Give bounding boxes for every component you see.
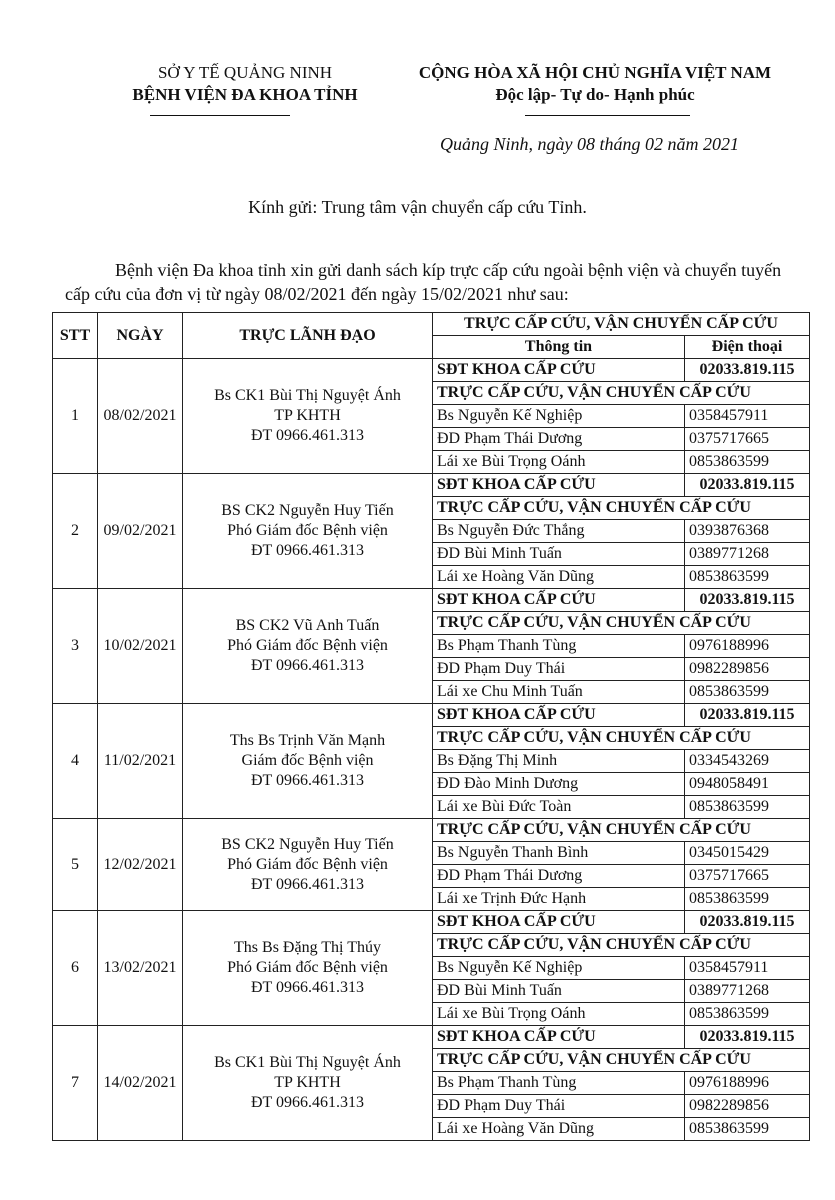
row-date: 10/02/2021 (98, 589, 183, 704)
hotline-number: 02033.819.115 (685, 474, 810, 497)
hotline-label: SĐT KHOA CẤP CỨU (433, 474, 685, 497)
row-date: 14/02/2021 (98, 1026, 183, 1141)
hotline-number: 02033.819.115 (685, 704, 810, 727)
recipient-line: Kính gửi: Trung tâm vận chuyển cấp cứu Tỉnh. (248, 197, 587, 217)
row-date: 13/02/2021 (98, 911, 183, 1026)
leader-line: ĐT 0966.461.313 (250, 427, 365, 444)
table-row (53, 704, 810, 727)
hospital-name: BỆNH VIỆN ĐA KHOA TỈNH (132, 85, 358, 104)
staff-phone: 0853863599 (685, 451, 810, 474)
leader-line: ĐT 0966.461.313 (250, 542, 365, 559)
staff-phone: 0389771268 (685, 980, 810, 1003)
hotline-label: SĐT KHOA CẤP CỨU (433, 704, 685, 727)
leader-line: Ths Bs Trịnh Văn Mạnh (229, 732, 386, 749)
staff-phone: 0389771268 (685, 543, 810, 566)
row-leader (183, 359, 433, 474)
leader-line: BS CK2 Vũ Anh Tuấn (235, 617, 380, 634)
table-row (53, 1026, 810, 1049)
leader-line: Phó Giám đốc Bệnh viện (227, 855, 388, 873)
staff-phone: 0853863599 (685, 681, 810, 704)
row-leader (183, 704, 433, 819)
staff-info: ĐD Bùi Minh Tuấn (433, 543, 685, 566)
leader-line: BS CK2 Nguyễn Huy Tiến (221, 835, 394, 853)
staff-info: Lái xe Chu Minh Tuấn (433, 681, 685, 704)
leader-line: Giám đốc Bệnh viện (241, 752, 374, 769)
leader-line: ĐT 0966.461.313 (250, 772, 365, 789)
leader-line: Bs CK1 Bùi Thị Nguyệt Ánh (214, 1054, 401, 1071)
hotline-label: SĐT KHOA CẤP CỨU (433, 359, 685, 382)
staff-phone: 0853863599 (685, 1003, 810, 1026)
staff-phone: 0853863599 (685, 1118, 810, 1141)
motto: Độc lập- Tự do- Hạnh phúc (495, 85, 695, 104)
staff-phone: 0358457911 (685, 405, 810, 428)
staff-info: Bs Nguyễn Thanh Bình (433, 842, 685, 865)
col-header-date: NGÀY (98, 313, 183, 359)
staff-info: ĐD Phạm Duy Thái (433, 658, 685, 681)
duty-roster-table (52, 312, 810, 1141)
col-header-leader: TRỰC LÃNH ĐẠO (183, 313, 433, 359)
row-leader (183, 474, 433, 589)
staff-phone: 0982289856 (685, 1095, 810, 1118)
row-stt: 3 (53, 589, 98, 704)
leader-line: Bs CK1 Bùi Thị Nguyệt Ánh (214, 387, 401, 404)
staff-info: Lái xe Bùi Đức Toàn (433, 796, 685, 819)
team-header: TRỰC CẤP CỨU, VẬN CHUYỂN CẤP CỨU (433, 819, 810, 842)
staff-phone: 0358457911 (685, 957, 810, 980)
table-row (53, 819, 810, 842)
hotline-label: SĐT KHOA CẤP CỨU (433, 589, 685, 612)
table-row (53, 474, 810, 497)
staff-info: Lái xe Trịnh Đức Hạnh (433, 888, 685, 911)
row-date: 09/02/2021 (98, 474, 183, 589)
row-date: 08/02/2021 (98, 359, 183, 474)
staff-info: Bs Đặng Thị Minh (433, 750, 685, 773)
issuing-organization (95, 62, 395, 106)
staff-info: ĐD Đào Minh Dương (433, 773, 685, 796)
staff-phone: 0976188996 (685, 1072, 810, 1095)
department-name: SỞ Y TẾ QUẢNG NINH (157, 63, 333, 82)
table-row (53, 911, 810, 934)
team-header: TRỰC CẤP CỨU, VẬN CHUYỂN CẤP CỨU (433, 1049, 810, 1072)
leader-line: ĐT 0966.461.313 (250, 979, 365, 996)
staff-info: Bs Phạm Thanh Tùng (433, 1072, 685, 1095)
team-header: TRỰC CẤP CỨU, VẬN CHUYỂN CẤP CỨU (433, 934, 810, 957)
staff-phone: 0345015429 (685, 842, 810, 865)
staff-info: Bs Nguyễn Kế Nghiệp (433, 405, 685, 428)
right-header-rule (525, 115, 690, 116)
staff-phone: 0375717665 (685, 865, 810, 888)
team-header: TRỰC CẤP CỨU, VẬN CHUYỂN CẤP CỨU (433, 727, 810, 750)
staff-info: Lái xe Bùi Trọng Oánh (433, 451, 685, 474)
staff-info: Lái xe Hoàng Văn Dũng (433, 566, 685, 589)
row-leader (183, 819, 433, 911)
staff-phone: 0853863599 (685, 888, 810, 911)
staff-info: ĐD Phạm Duy Thái (433, 1095, 685, 1118)
row-date: 11/02/2021 (98, 704, 183, 819)
leader-line: Phó Giám đốc Bệnh viện (227, 637, 388, 654)
row-leader (183, 589, 433, 704)
row-stt: 4 (53, 704, 98, 819)
staff-phone: 0334543269 (685, 750, 810, 773)
staff-phone: 0393876368 (685, 520, 810, 543)
leader-line: Ths Bs Đặng Thị Thúy (234, 939, 381, 956)
leader-line: TP KHTH (274, 407, 341, 424)
staff-info: Bs Nguyễn Kế Nghiệp (433, 957, 685, 980)
staff-info: Lái xe Hoàng Văn Dũng (433, 1118, 685, 1141)
intro-paragraph: Bệnh viện Đa khoa tỉnh xin gửi danh sách kíp trực cấp cứu ngoài bệnh viện và chuyển tuyến cấp cứu của đơn vị từ ngày 08/02/2021 đến ngày 15/02/2021 như sau: (65, 260, 782, 304)
leader-line: ĐT 0966.461.313 (250, 1094, 365, 1111)
hotline-number: 02033.819.115 (685, 911, 810, 934)
staff-phone: 0982289856 (685, 658, 810, 681)
row-stt: 2 (53, 474, 98, 589)
staff-phone: 0853863599 (685, 566, 810, 589)
hotline-number: 02033.819.115 (685, 1026, 810, 1049)
leader-line: BS CK2 Nguyễn Huy Tiến (221, 502, 394, 519)
staff-phone: 0375717665 (685, 428, 810, 451)
row-stt: 6 (53, 911, 98, 1026)
staff-info: ĐD Bùi Minh Tuấn (433, 980, 685, 1003)
col-header-emergency-group: TRỰC CẤP CỨU, VẬN CHUYỂN CẤP CỨU (433, 313, 810, 336)
row-stt: 5 (53, 819, 98, 911)
row-leader (183, 911, 433, 1026)
leader-line: ĐT 0966.461.313 (250, 657, 365, 674)
country-name: CỘNG HÒA XÃ HỘI CHỦ NGHĨA VIỆT NAM (418, 63, 772, 82)
place-date: Quảng Ninh, ngày 08 tháng 02 năm 2021 (440, 134, 739, 154)
hotline-number: 02033.819.115 (685, 589, 810, 612)
staff-info: ĐD Phạm Thái Dương (433, 428, 685, 451)
row-leader (183, 1026, 433, 1141)
table-row (53, 359, 810, 382)
left-header-rule (150, 115, 290, 116)
row-stt: 7 (53, 1026, 98, 1141)
hotline-number: 02033.819.115 (685, 359, 810, 382)
row-date: 12/02/2021 (98, 819, 183, 911)
team-header: TRỰC CẤP CỨU, VẬN CHUYỂN CẤP CỨU (433, 497, 810, 520)
col-header-info: Thông tin (433, 336, 685, 359)
leader-line: ĐT 0966.461.313 (250, 875, 365, 893)
col-header-stt: STT (53, 313, 98, 359)
staff-info: Bs Phạm Thanh Tùng (433, 635, 685, 658)
staff-phone: 0853863599 (685, 796, 810, 819)
national-motto (385, 62, 805, 106)
leader-line: Phó Giám đốc Bệnh viện (227, 522, 388, 539)
staff-phone: 0948058491 (685, 773, 810, 796)
leader-line: TP KHTH (274, 1074, 341, 1091)
row-stt: 1 (53, 359, 98, 474)
staff-phone: 0976188996 (685, 635, 810, 658)
col-header-phone: Điện thoại (685, 336, 810, 359)
staff-info: ĐD Phạm Thái Dương (433, 865, 685, 888)
hotline-label: SĐT KHOA CẤP CỨU (433, 911, 685, 934)
table-row (53, 589, 810, 612)
hotline-label: SĐT KHOA CẤP CỨU (433, 1026, 685, 1049)
staff-info: Lái xe Bùi Trọng Oánh (433, 1003, 685, 1026)
leader-line: Phó Giám đốc Bệnh viện (227, 959, 388, 976)
team-header: TRỰC CẤP CỨU, VẬN CHUYỂN CẤP CỨU (433, 612, 810, 635)
staff-info: Bs Nguyễn Đức Thắng (433, 520, 685, 543)
team-header: TRỰC CẤP CỨU, VẬN CHUYỂN CẤP CỨU (433, 382, 810, 405)
